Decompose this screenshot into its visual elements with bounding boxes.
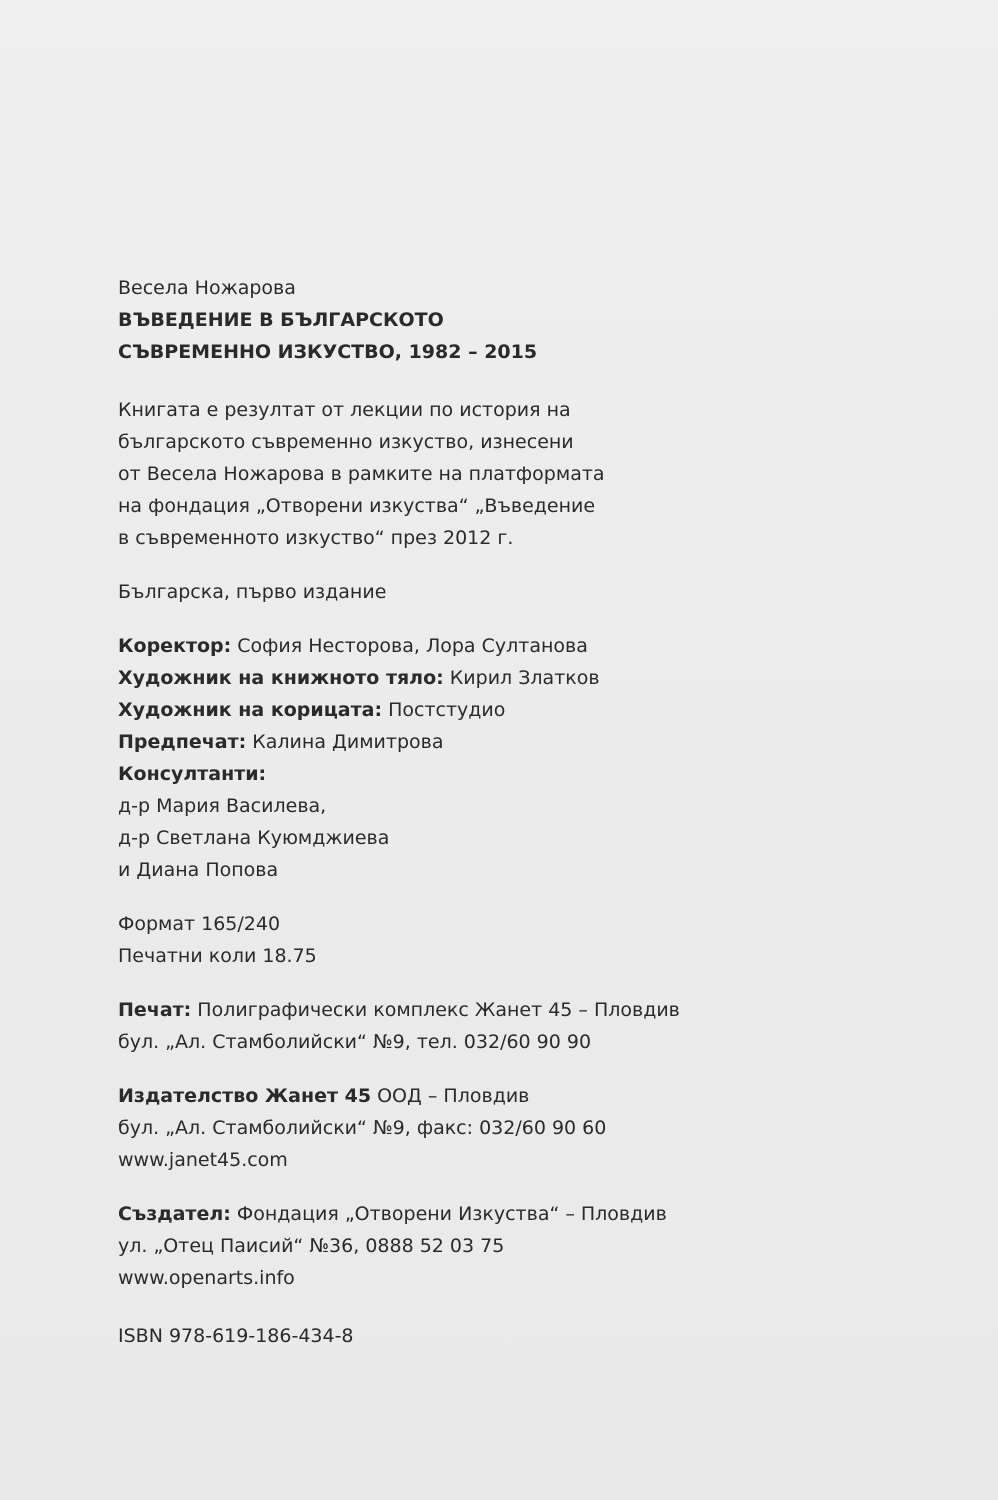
credit-label: Художник на книжното тяло: — [118, 667, 444, 689]
creator-label: Създател: — [118, 1203, 231, 1225]
consultants-label: Консултанти: — [118, 763, 267, 785]
credit-label: Коректор: — [118, 635, 232, 657]
publisher-block — [118, 1080, 878, 1176]
colophon — [118, 272, 878, 1352]
description-line: българското съвременно изкуство, изнесени — [118, 431, 574, 453]
credit-proofreader — [118, 630, 878, 662]
edition-note: Българска, първо издание — [118, 581, 387, 603]
description-line: в съвременното изкуство“ през 2012 г. — [118, 527, 514, 549]
consultant-name: и Диана Попова — [118, 859, 279, 881]
creator-value: Фондация „Отворени Изкуства“ – Пловдив — [230, 1203, 667, 1225]
book-format: Формат 165/240 — [118, 913, 281, 935]
credit-cover-designer — [118, 694, 878, 726]
author-name: Весела Ножарова — [118, 277, 296, 299]
publisher-value: ООД – Пловдив — [371, 1085, 530, 1107]
publisher-website: www.janet45.com — [118, 1149, 288, 1171]
printing-house — [118, 994, 878, 1026]
consultant-name: д-р Светлана Куюмджиева — [118, 827, 390, 849]
credit-value: Кирил Златков — [443, 667, 600, 689]
credit-label: Предпечат: — [118, 731, 247, 753]
credit-value: София Несторова, Лора Султанова — [231, 635, 588, 657]
credits-block — [118, 630, 878, 886]
creator-name — [118, 1198, 878, 1230]
consultant-name: д-р Мария Василева, — [118, 795, 327, 817]
print-sheets: Печатни коли 18.75 — [118, 945, 317, 967]
description-line: Книгата е резултат от лекции по история на — [118, 399, 571, 421]
printing-block — [118, 994, 878, 1058]
description-block — [118, 394, 878, 554]
credit-label: Художник на корицата: — [118, 699, 383, 721]
credit-value: Калина Димитрова — [246, 731, 444, 753]
creator-block — [118, 1198, 878, 1294]
publisher-address: бул. „Ал. Стамболийски“ №9, факс: 032/60 90 60 — [118, 1117, 607, 1139]
creator-website: www.openarts.info — [118, 1267, 295, 1289]
creator-address: ул. „Отец Паисий“ №36, 0888 52 03 75 — [118, 1235, 505, 1257]
book-title-line-1: ВЪВЕДЕНИЕ В БЪЛГАРСКОТО — [118, 309, 444, 331]
printing-label: Печат: — [118, 999, 192, 1021]
isbn: ISBN 978-619-186-434-8 — [118, 1325, 354, 1347]
printing-value: Полиграфически комплекс Жанет 45 – Пловдив — [191, 999, 680, 1021]
credit-book-designer — [118, 662, 878, 694]
credit-value: Постстудио — [382, 699, 506, 721]
credit-prepress — [118, 726, 878, 758]
printing-address: бул. „Ал. Стамболийски“ №9, тел. 032/60 90 90 — [118, 1031, 592, 1053]
description-line: от Весела Ножарова в рамките на платформата — [118, 463, 605, 485]
publisher-name — [118, 1080, 878, 1112]
description-line: на фондация „Отворени изкуства“ „Въведение — [118, 495, 596, 517]
publisher-label: Издателство Жанет 45 — [118, 1085, 372, 1107]
book-title-line-2: СЪВРЕМЕННО ИЗКУСТВО, 1982 – 2015 — [118, 341, 538, 363]
